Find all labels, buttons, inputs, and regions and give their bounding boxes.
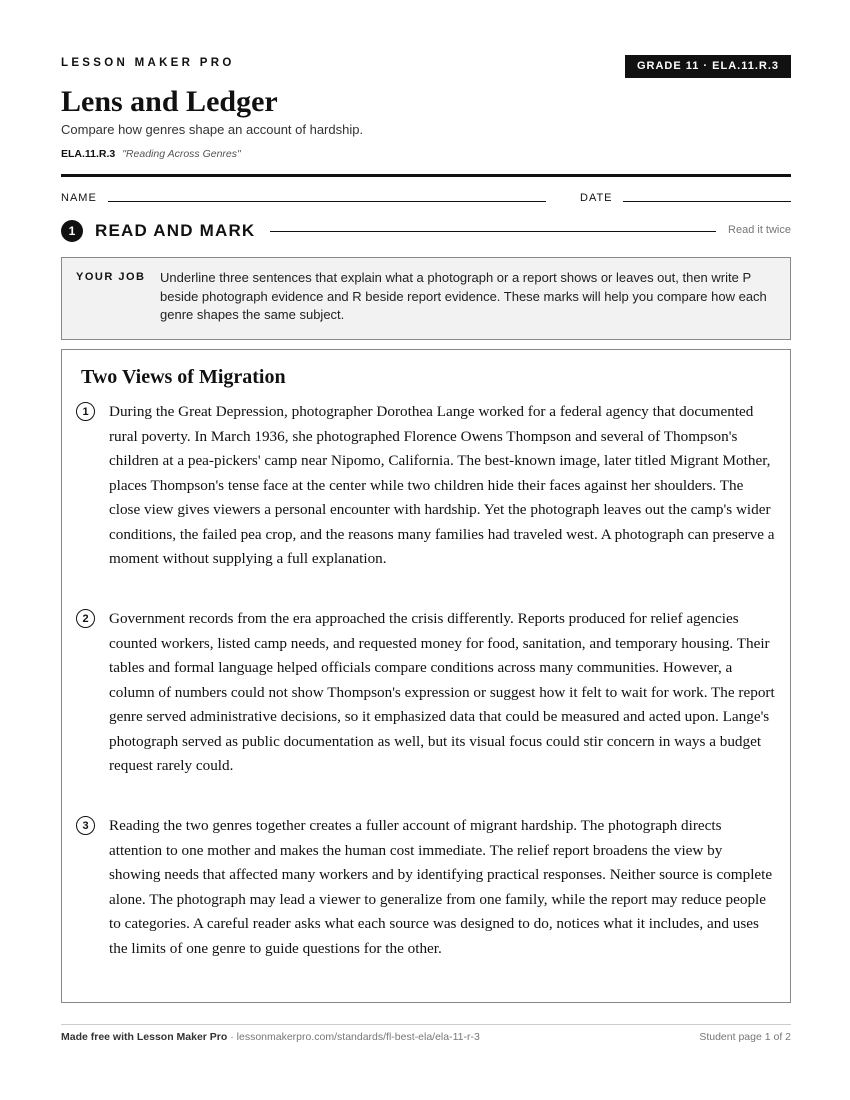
name-field[interactable] — [108, 201, 546, 202]
page-title: Lens and Ledger — [61, 85, 278, 118]
section-title: READ AND MARK — [95, 221, 256, 240]
footer-url[interactable]: lessonmakerpro.com/standards/fl-best-ela/ela-11-r-3 — [236, 1031, 480, 1043]
paragraph-text: Reading the two genres together creates a fuller account of migrant hardship. The photograph directs attention to one mother and makes the human cost immediate. The relief report broadens the view by showing needs that affected many workers and by identifying practical responses. Neither source is complete alone. The photograph may lead a viewer to generalize from one family, while the report may reduce people to categories. A careful reader asks what each source was designed to do, notices what it includes, and uses the limits of one genre to guide questions for the other. — [109, 817, 773, 957]
paragraph-number: 1 — [76, 402, 95, 421]
footer-credit — [61, 1031, 480, 1043]
job-label: YOUR JOB — [76, 271, 146, 283]
page-indicator: Student page 1 of 2 — [699, 1031, 791, 1043]
standard-code: ELA.11.R.3 — [61, 148, 116, 160]
reading-passage — [61, 349, 791, 1003]
grade-badge: GRADE 11 · ELA.11.R.3 — [625, 55, 791, 78]
date-field[interactable] — [623, 201, 791, 202]
passage-title: Two Views of Migration — [81, 366, 286, 388]
name-label: NAME — [61, 192, 97, 204]
section-note: Read it twice — [728, 224, 791, 236]
job-box — [61, 257, 791, 340]
job-instructions: Underline three sentences that explain what a photograph or a report shows or leaves out, then write P beside photograph evidence and R beside report evidence. These marks will help you compare how each genre shapes the same subject. — [160, 270, 767, 322]
section-number-badge: 1 — [61, 220, 83, 242]
brand-name: LESSON MAKER PRO — [61, 57, 235, 69]
standard-line — [61, 148, 241, 160]
section-header — [61, 220, 791, 242]
name-date-row — [61, 190, 791, 206]
paragraph-number: 2 — [76, 609, 95, 628]
page-subtitle: Compare how genres shape an account of hardship. — [61, 122, 364, 137]
paragraph-text: Government records from the era approached the crisis differently. Reports produced for relief agencies counted workers, listed camp needs, and requested money for food, sanitation, and temporary housing. Their tables and formal language helped officials compare conditions across many communities. However, a column of numbers could not show Thompson's expression or suggest how it felt to wait for work. The report genre served administrative decisions, so it emphasized data that could be measured and acted upon. Lange's photograph served as public documentation as well, but its visual focus could stir concern in ways a budget request rarely could. — [109, 610, 775, 774]
footer-brand: Made free with Lesson Maker Pro — [61, 1031, 228, 1043]
section-divider — [270, 231, 716, 232]
footer-divider — [61, 1024, 791, 1025]
date-label: DATE — [580, 192, 613, 204]
standard-name: "Reading Across Genres" — [122, 148, 241, 160]
paragraph-text: During the Great Depression, photographer Dorothea Lange worked for a federal agency that documented rural poverty. In March 1936, she photographed Florence Owens Thompson and several of Thompson's children at a pea-pickers' camp near Nipomo, California. The best-known image, later titled Migrant Mother, places Thompson's tense face at the center while two children hide their faces against her shoulders. The close view gives viewers a personal encounter with hardship. Yet the photograph leaves out the camp's wider conditions, the failed pea crop, and the reasons many families had traveled west. A photograph can preserve a moment without supplying a full explanation. — [109, 403, 775, 567]
footer-separator: · — [227, 1031, 237, 1043]
header-divider — [61, 174, 791, 177]
paragraph-number: 3 — [76, 816, 95, 835]
